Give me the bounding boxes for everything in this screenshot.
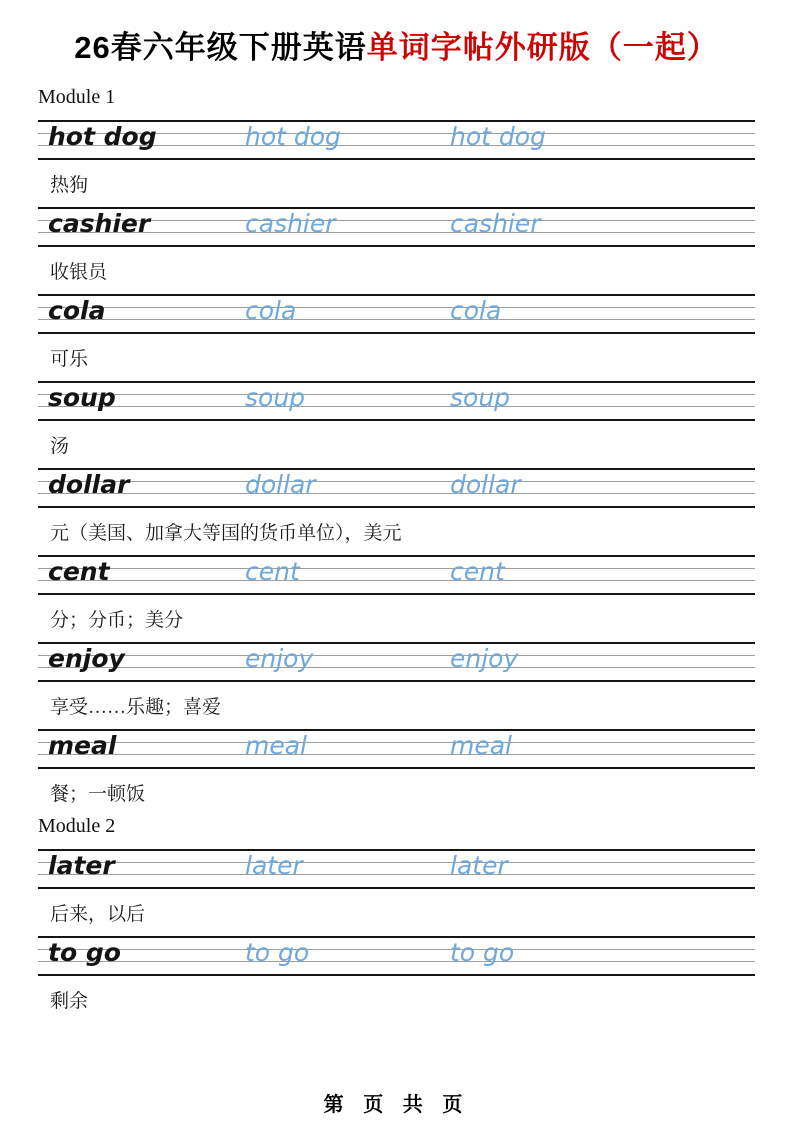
practice-word-trace-1: soup — [245, 383, 306, 412]
handwriting-staff — [38, 120, 755, 160]
word-meaning: 收银员 — [50, 262, 108, 283]
word-row — [38, 381, 755, 468]
word-meaning: 元（美国、加拿大等国的货币单位），美元 — [50, 523, 402, 544]
word-row — [38, 294, 755, 381]
handwriting-staff — [38, 555, 755, 595]
staff-midline-lower — [38, 493, 755, 494]
practice-word-trace-1: to go — [245, 938, 310, 967]
practice-word-model: to go — [48, 938, 121, 967]
word-meaning: 汤 — [50, 436, 70, 457]
module-heading: Module 2 — [38, 815, 116, 837]
practice-word-model: cola — [48, 296, 106, 325]
practice-word-trace-1: cola — [245, 296, 297, 325]
worksheet-content — [0, 25, 793, 1023]
staff-midline-lower — [38, 406, 755, 407]
word-meaning: 可乐 — [50, 349, 89, 370]
practice-word-model: later — [48, 851, 115, 880]
practice-word-trace-2: cent — [450, 557, 505, 586]
practice-word-model: meal — [48, 731, 117, 760]
practice-word-trace-2: enjoy — [450, 644, 519, 673]
staff-midline-upper — [38, 949, 755, 950]
word-row — [38, 642, 755, 729]
practice-word-trace-2: dollar — [450, 470, 521, 499]
practice-word-trace-1: meal — [245, 731, 307, 760]
handwriting-staff — [38, 381, 755, 421]
staff-midline-lower — [38, 961, 755, 962]
page-title-black: 26春六年级下册英语 — [74, 30, 367, 65]
practice-word-trace-1: enjoy — [245, 644, 314, 673]
word-meaning: 享受……乐趣；喜爱 — [50, 697, 222, 718]
handwriting-staff — [38, 936, 755, 976]
staff-midline-upper — [38, 655, 755, 656]
handwriting-staff — [38, 729, 755, 769]
staff-midline-upper — [38, 307, 755, 308]
practice-word-trace-2: cashier — [450, 209, 541, 238]
word-meaning: 分；分币；美分 — [50, 610, 184, 631]
word-row — [38, 849, 755, 936]
staff-midline-upper — [38, 481, 755, 482]
staff-midline-upper — [38, 742, 755, 743]
staff-midline-lower — [38, 874, 755, 875]
handwriting-staff — [38, 468, 755, 508]
practice-word-trace-2: meal — [450, 731, 512, 760]
practice-word-model: hot dog — [48, 122, 157, 151]
practice-word-trace-1: later — [245, 851, 303, 880]
practice-word-model: dollar — [48, 470, 130, 499]
handwriting-staff — [38, 207, 755, 247]
word-meaning: 热狗 — [50, 175, 89, 196]
staff-midline-upper — [38, 394, 755, 395]
practice-word-model: soup — [48, 383, 116, 412]
practice-word-trace-2: soup — [450, 383, 511, 412]
staff-midline-lower — [38, 667, 755, 668]
word-meaning: 剩余 — [50, 991, 89, 1012]
practice-word-trace-2: cola — [450, 296, 502, 325]
staff-midline-lower — [38, 319, 755, 320]
module-heading: Module 1 — [38, 86, 116, 108]
practice-word-trace-2: to go — [450, 938, 515, 967]
handwriting-staff — [38, 294, 755, 334]
staff-midline-lower — [38, 754, 755, 755]
word-row — [38, 120, 755, 207]
practice-word-trace-1: dollar — [245, 470, 316, 499]
word-row — [38, 729, 755, 816]
practice-word-model: cashier — [48, 209, 151, 238]
page-title — [38, 25, 755, 71]
practice-word-trace-2: hot dog — [450, 122, 546, 151]
practice-word-trace-1: hot dog — [245, 122, 341, 151]
handwriting-staff — [38, 642, 755, 682]
practice-word-trace-2: later — [450, 851, 508, 880]
word-row — [38, 936, 755, 1023]
practice-word-trace-1: cashier — [245, 209, 336, 238]
word-row — [38, 207, 755, 294]
word-meaning: 后来，以后 — [50, 904, 146, 925]
practice-word-model: cent — [48, 557, 110, 586]
page-footer: 第 页 共 页 — [323, 1094, 470, 1116]
practice-word-model: enjoy — [48, 644, 125, 673]
word-sections — [38, 87, 755, 1023]
practice-word-trace-1: cent — [245, 557, 300, 586]
word-row — [38, 468, 755, 555]
staff-midline-lower — [38, 580, 755, 581]
handwriting-staff — [38, 849, 755, 889]
word-meaning: 餐；一顿饭 — [50, 784, 146, 805]
page-title-red: 单词字帖外研版（一起） — [366, 30, 719, 65]
staff-midline-upper — [38, 862, 755, 863]
word-row — [38, 555, 755, 642]
staff-midline-upper — [38, 568, 755, 569]
